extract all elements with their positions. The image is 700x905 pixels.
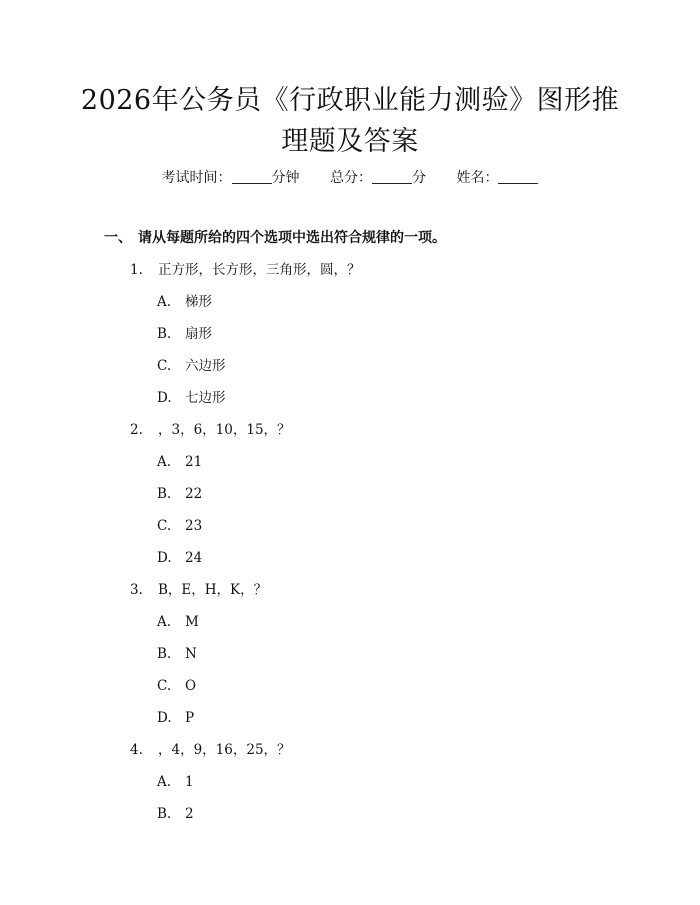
question-2-option-d bbox=[157, 548, 202, 568]
name-blank bbox=[498, 169, 538, 184]
option-letter: C. bbox=[157, 358, 172, 374]
option-text: N bbox=[185, 646, 197, 662]
question-1-option-d bbox=[157, 388, 226, 408]
option-letter: A. bbox=[157, 614, 172, 630]
option-letter: D. bbox=[157, 550, 172, 566]
total-score-unit: 分 bbox=[412, 170, 426, 186]
option-text: 22 bbox=[185, 486, 203, 502]
question-3-option-c bbox=[157, 676, 196, 696]
exam-time-field bbox=[162, 168, 300, 188]
question-2-option-a bbox=[157, 452, 202, 472]
option-text: 2 bbox=[185, 806, 194, 822]
option-letter: C. bbox=[157, 678, 172, 694]
option-letter: B. bbox=[157, 646, 172, 662]
option-text: 23 bbox=[185, 518, 203, 534]
option-letter: D. bbox=[157, 390, 172, 406]
name-label: 姓名： bbox=[456, 170, 499, 186]
option-text: P bbox=[185, 710, 195, 726]
option-text: 七边形 bbox=[185, 390, 226, 406]
question-3-option-b bbox=[157, 644, 197, 664]
option-text: 梯形 bbox=[185, 294, 212, 310]
option-letter: B. bbox=[157, 486, 172, 502]
option-text: O bbox=[185, 678, 197, 694]
question-2-option-b bbox=[157, 484, 202, 504]
total-score-blank bbox=[372, 169, 412, 184]
total-score-field bbox=[330, 168, 426, 188]
option-text: 1 bbox=[185, 774, 194, 790]
option-letter: C. bbox=[157, 518, 172, 534]
question-stem: B，E，H，K，？ bbox=[158, 582, 268, 598]
question-number: 4. bbox=[130, 742, 143, 758]
document-title: 2026年公务员《行政职业能力测验》图形推理题及答案 bbox=[80, 85, 620, 157]
question-4-option-b bbox=[157, 804, 194, 824]
total-score-label: 总分： bbox=[330, 170, 372, 186]
section-heading bbox=[104, 228, 446, 248]
question-3-option-a bbox=[157, 612, 199, 632]
option-letter: A. bbox=[157, 454, 172, 470]
option-text: 扇形 bbox=[185, 326, 212, 342]
section-instruction: 请从每题所给的四个选项中选出符合规律的一项。 bbox=[138, 230, 446, 246]
option-letter: B. bbox=[157, 326, 172, 342]
exam-time-label: 考试时间： bbox=[161, 170, 232, 186]
question-stem: ，3，6，10，15，？ bbox=[158, 422, 291, 438]
question-1-option-a bbox=[157, 292, 212, 312]
question-number: 1. bbox=[130, 262, 143, 278]
question-3 bbox=[130, 580, 267, 600]
option-letter: A. bbox=[157, 294, 172, 310]
option-text: 六边形 bbox=[185, 358, 226, 374]
question-number: 2. bbox=[130, 422, 143, 438]
option-text: 24 bbox=[185, 550, 203, 566]
exam-meta-line bbox=[0, 168, 700, 188]
option-text: 21 bbox=[185, 454, 203, 470]
question-stem: 正方形，长方形，三角形，圆，？ bbox=[158, 262, 361, 278]
question-4-option-a bbox=[157, 772, 194, 792]
exam-time-blank bbox=[232, 169, 272, 184]
option-text: M bbox=[185, 614, 199, 630]
question-stem: ，4，9，16，25，？ bbox=[158, 742, 291, 758]
option-letter: A. bbox=[157, 774, 172, 790]
option-letter: B. bbox=[157, 806, 172, 822]
question-4 bbox=[130, 740, 291, 760]
option-letter: D. bbox=[157, 710, 172, 726]
question-2 bbox=[130, 420, 291, 440]
exam-time-unit: 分钟 bbox=[271, 170, 300, 186]
question-number: 3. bbox=[130, 582, 143, 598]
question-1 bbox=[130, 260, 361, 280]
name-field bbox=[456, 168, 538, 188]
question-1-option-b bbox=[157, 324, 212, 344]
question-1-option-c bbox=[157, 356, 226, 376]
question-2-option-c bbox=[157, 516, 202, 536]
question-3-option-d bbox=[157, 708, 194, 728]
section-number: 一、 bbox=[104, 230, 132, 246]
